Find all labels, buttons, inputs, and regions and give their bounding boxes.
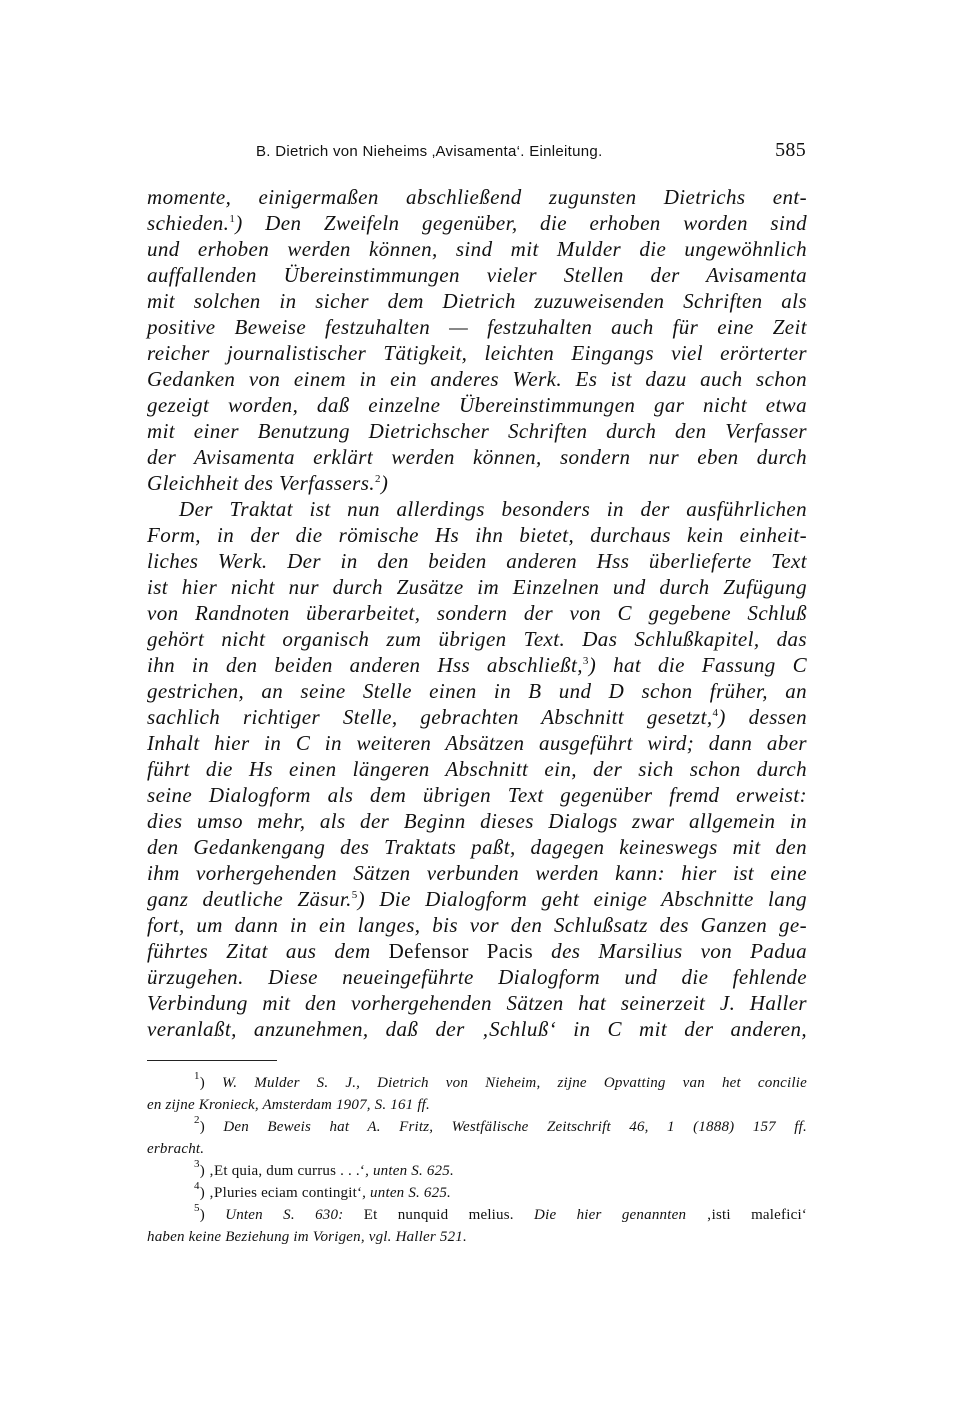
footnote-5-cont: haben keine Beziehung im Vorigen, vgl. Haller 521. <box>147 1229 467 1245</box>
text-line: sachlich richtiger Stelle, gebrachten Abschnitt gesetzt,$^4$) dessen <box>147 705 807 729</box>
text-line: Gedanken von einem in ein anderes Werk. Es ist dazu auch schon <box>147 367 807 391</box>
footnote-divider <box>147 1060 277 1061</box>
text-line: gestrichen, an seine Stelle einen in B und D schon früher, an <box>147 679 807 703</box>
text-line: führt die Hs einen längeren Abschnitt ein, der sich schon durch <box>147 757 807 781</box>
text-line: fort, um dann in ein langes, bis vor den Schlußsatz des Ganzen ge- <box>147 913 807 937</box>
text-line: auffallenden Übereinstimmungen vieler Stellen der Avisamenta <box>147 263 807 287</box>
text-line: ihm vorhergehenden Sätzen verbunden werden kann: hier ist eine <box>147 861 807 885</box>
text-line: Inhalt hier in C in weiteren Absätzen ausgeführt wird; dann aber <box>147 731 807 755</box>
text-line: mit solchen in sicher dem Dietrich zuzuweisenden Schriften als <box>147 289 807 313</box>
text-line: ist hier nicht nur durch Zusätze im Einzelnen und durch Zufügung <box>147 575 807 599</box>
footnote-5: $^5$) Unten S. 630: Et nunquid melius. Die hier genannten ‚isti malefici‘ <box>194 1202 808 1223</box>
text-line: gezeigt worden, daß einzelne Übereinstimmungen gar nicht etwa <box>147 393 807 417</box>
text-line: veranlaßt, anzunehmen, daß der ‚Schluß‘ in C mit der anderen, <box>147 1017 807 1041</box>
upright-title: Defensor Pacis <box>388 939 534 963</box>
footnote-2-cont: erbracht. <box>147 1141 205 1157</box>
footnote-3: $^3$) ‚Et quia, dum currus . . .‘, unten S. 625. <box>194 1158 454 1179</box>
text-line: liches Werk. Der in den beiden anderen Hss überlieferte Text <box>147 549 807 573</box>
footnote-2: $^2$) Den Beweis hat A. Fritz, Westfälische Zeitschrift 46, 1 (1888) 157 ff. <box>194 1114 807 1135</box>
footnote-4: $^4$) ‚Pluries eciam contingit‘, unten S. 625. <box>194 1180 451 1201</box>
text-line: reicher journalistischer Tätigkeit, leichten Eingangs viel erörterter <box>147 341 807 365</box>
text-line: dies umso mehr, als der Beginn dieses Dialogs zwar allgemein in <box>147 809 807 833</box>
text-line: ürzugehen. Diese neueingeführte Dialogform und die fehlende <box>147 965 807 989</box>
footnote-1-cont: en zijne Kronieck, Amsterdam 1907, S. 161 ff. <box>147 1097 430 1113</box>
text-line: Gleichheit des Verfassers.$^2$) <box>147 471 389 495</box>
text-line: positive Beweise festzuhalten — festzuhalten auch für eine Zeit <box>147 315 807 339</box>
footnote-ref-2: 2 <box>374 473 381 485</box>
running-title: B. Dietrich von Nieheims ‚Avisamenta‘. Einleitung. <box>256 143 603 160</box>
text-line: führtes Zitat aus dem Defensor Pacis des Marsilius von Padua <box>147 939 807 963</box>
text-line: den Gedankengang des Traktats paßt, dagegen keineswegs mit den <box>147 835 807 859</box>
footnote-ref-5: 5 <box>351 889 358 901</box>
page-number: 585 <box>775 139 806 161</box>
text-line: von Randnoten überarbeitet, sondern der von C gegebene Schluß <box>147 601 807 625</box>
text-line: Form, in der die römische Hs ihn bietet, durchaus kein einheit- <box>147 523 807 547</box>
text-line: ganz deutliche Zäsur.$^5$) Die Dialogform geht einige Abschnitte lang <box>147 887 807 911</box>
footnote-ref-4: 4 <box>712 707 719 719</box>
text-line: ihn in den beiden anderen Hss abschließt,$^3$) hat die Fassung C <box>147 653 807 677</box>
text-line: seine Dialogform als dem übrigen Text gegenüber fremd erweist: <box>147 783 807 807</box>
text-line: Verbindung mit den vorhergehenden Sätzen hat seinerzeit J. Haller <box>147 991 807 1015</box>
text-line: schieden.$^1$) Den Zweifeln gegenüber, die erhoben worden sind <box>147 211 807 235</box>
footnote-ref-3: 3 <box>582 655 589 667</box>
text-line: gehört nicht organisch zum übrigen Text. Das Schlußkapitel, das <box>147 627 807 651</box>
text-line: der Avisamenta erklärt werden können, sondern nur eben durch <box>147 445 807 469</box>
running-header <box>256 141 806 167</box>
text-line: mit einer Benutzung Dietrichscher Schriften durch den Verfasser <box>147 419 807 443</box>
text-line: und erhoben werden können, sind mit Mulder die ungewöhnlich <box>147 237 807 261</box>
text-line: Der Traktat ist nun allerdings besonders in der ausführlichen <box>179 497 807 521</box>
footnote-ref-1: 1 <box>229 213 236 225</box>
footnote-1: $^1$) W. Mulder S. J., Dietrich von Nieheim, zijne Opvatting van het concilie <box>194 1070 807 1091</box>
text-line: momente, einigermaßen abschließend zugunsten Dietrichs ent- <box>147 185 807 209</box>
